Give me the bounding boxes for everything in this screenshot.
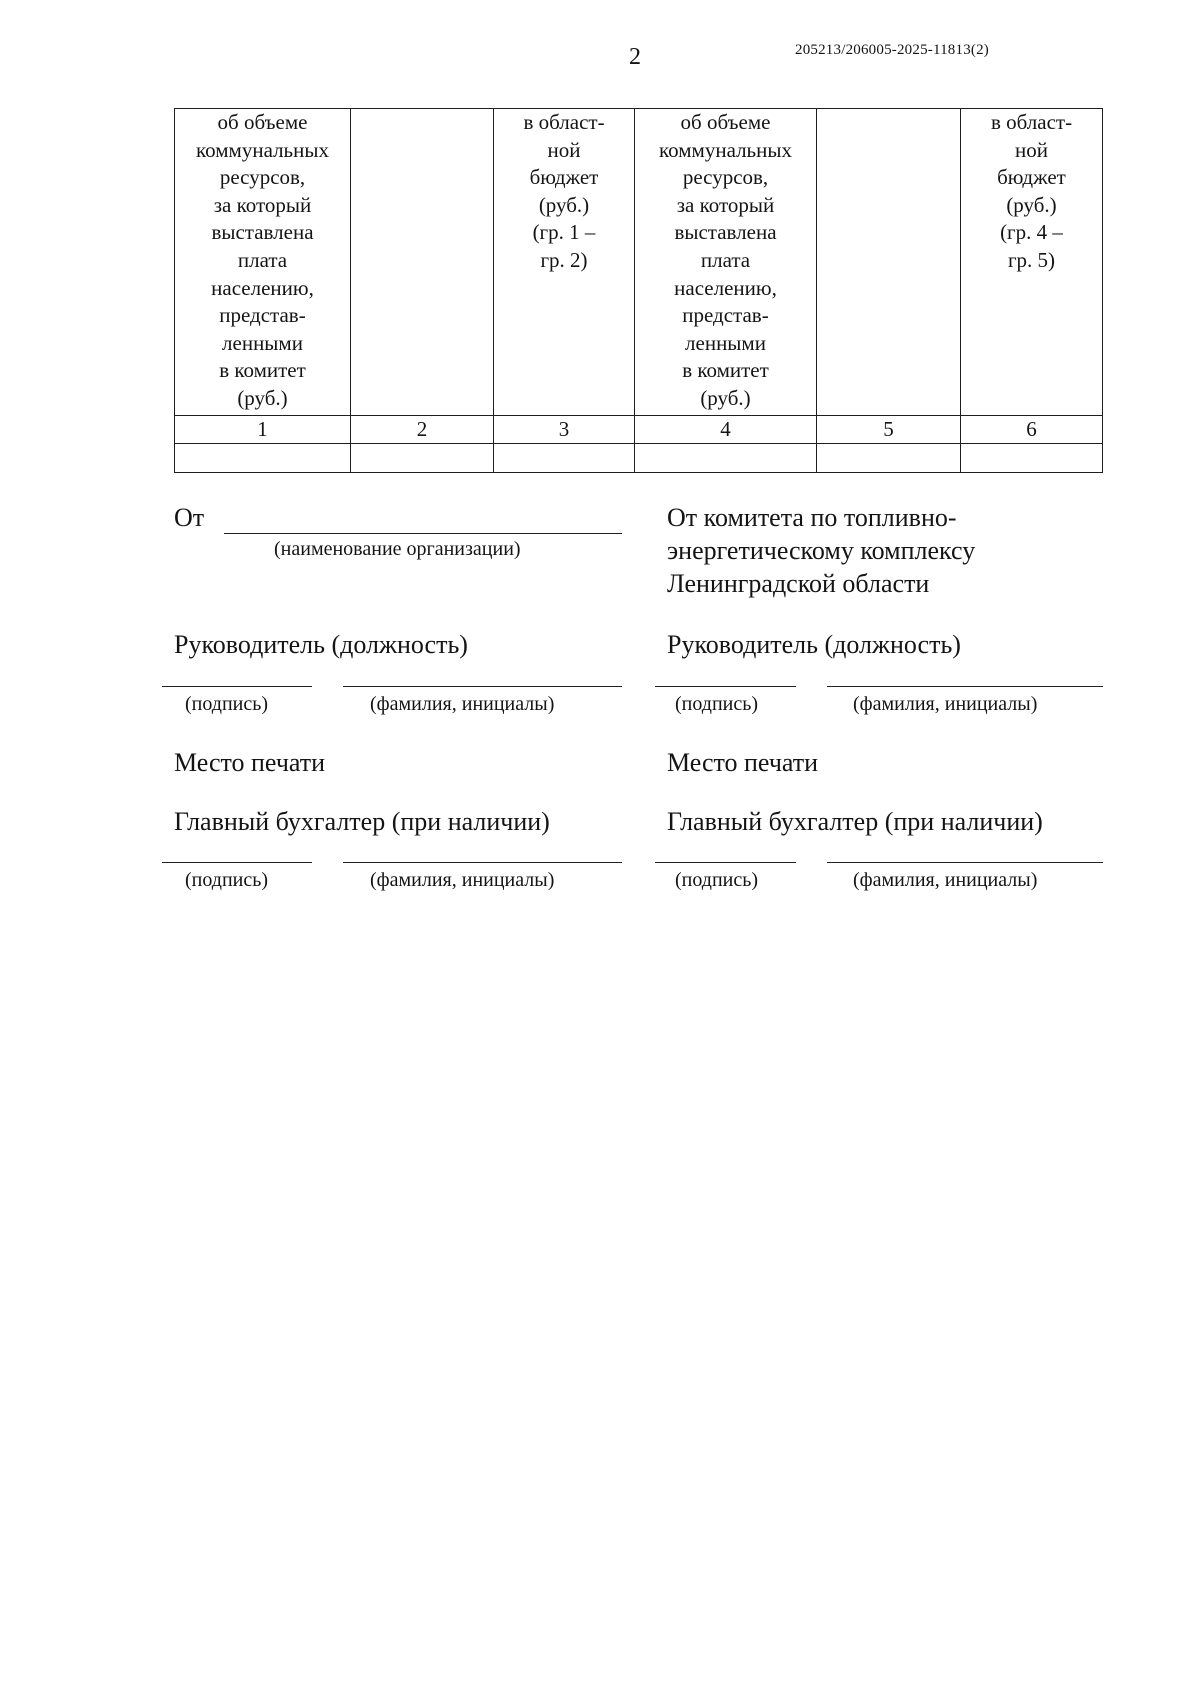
header-cell-1: об объеме коммунальных ресурсов, за который выставлена плата населению, представ- ленными в комитет (руб.) bbox=[175, 109, 351, 416]
committee-from-line-3: Ленинградской области bbox=[667, 569, 930, 598]
left-seal-label: Место печати bbox=[174, 748, 326, 777]
left-head-signature-line[interactable] bbox=[162, 686, 312, 687]
organization-caption: (наименование организации) bbox=[274, 538, 521, 560]
right-seal-label: Место печати bbox=[667, 748, 819, 777]
document-id: 205213/206005-2025-11813(2) bbox=[795, 42, 989, 58]
right-name-caption-2: (фамилия, инициалы) bbox=[853, 869, 1038, 891]
column-number: 4 bbox=[635, 416, 817, 444]
right-signature-caption-2: (подпись) bbox=[675, 869, 759, 891]
empty-cell[interactable] bbox=[351, 444, 494, 473]
header-cell-4: об объеме коммунальных ресурсов, за который выставлена плата населению, представ- ленными в комитет (руб.) bbox=[635, 109, 817, 416]
empty-data-row bbox=[175, 444, 1103, 473]
right-head-signature-line[interactable] bbox=[655, 686, 796, 687]
organization-name-line[interactable] bbox=[224, 533, 622, 534]
left-signature-caption-2: (подпись) bbox=[185, 869, 269, 891]
committee-from-line-1: От комитета по топливно- bbox=[667, 503, 957, 532]
left-signature-caption: (подпись) bbox=[185, 693, 269, 715]
column-number: 1 bbox=[175, 416, 351, 444]
left-head-label: Руководитель (должность) bbox=[174, 630, 468, 659]
empty-cell[interactable] bbox=[494, 444, 635, 473]
from-label: От bbox=[174, 503, 205, 532]
left-accountant-signature-line[interactable] bbox=[162, 862, 312, 863]
left-name-caption: (фамилия, инициалы) bbox=[370, 693, 555, 715]
column-number: 5 bbox=[817, 416, 961, 444]
header-cell-5 bbox=[817, 109, 961, 416]
right-accountant-signature-line[interactable] bbox=[655, 862, 796, 863]
left-name-caption-2: (фамилия, инициалы) bbox=[370, 869, 555, 891]
left-accountant-name-line[interactable] bbox=[343, 862, 622, 863]
column-number-row bbox=[175, 416, 1103, 444]
page-number: 2 bbox=[629, 44, 641, 70]
budget-table bbox=[174, 108, 1103, 473]
committee-from-line-2: энергетическому комплексу bbox=[667, 536, 976, 565]
table-header-row bbox=[175, 109, 1103, 416]
left-head-name-line[interactable] bbox=[343, 686, 622, 687]
column-number: 6 bbox=[961, 416, 1103, 444]
right-accountant-name-line[interactable] bbox=[827, 862, 1103, 863]
header-cell-6: в област- ной бюджет (руб.) (гр. 4 – гр. 5) bbox=[961, 109, 1103, 416]
empty-cell[interactable] bbox=[817, 444, 961, 473]
right-accountant-label: Главный бухгалтер (при наличии) bbox=[667, 807, 1043, 836]
header-cell-2 bbox=[351, 109, 494, 416]
empty-cell[interactable] bbox=[635, 444, 817, 473]
left-accountant-label: Главный бухгалтер (при наличии) bbox=[174, 807, 550, 836]
right-head-name-line[interactable] bbox=[827, 686, 1103, 687]
column-number: 3 bbox=[494, 416, 635, 444]
empty-cell[interactable] bbox=[961, 444, 1103, 473]
right-signature-caption: (подпись) bbox=[675, 693, 759, 715]
right-head-label: Руководитель (должность) bbox=[667, 630, 961, 659]
header-cell-3: в област- ной бюджет (руб.) (гр. 1 – гр. 2) bbox=[494, 109, 635, 416]
empty-cell[interactable] bbox=[175, 444, 351, 473]
right-name-caption: (фамилия, инициалы) bbox=[853, 693, 1038, 715]
column-number: 2 bbox=[351, 416, 494, 444]
